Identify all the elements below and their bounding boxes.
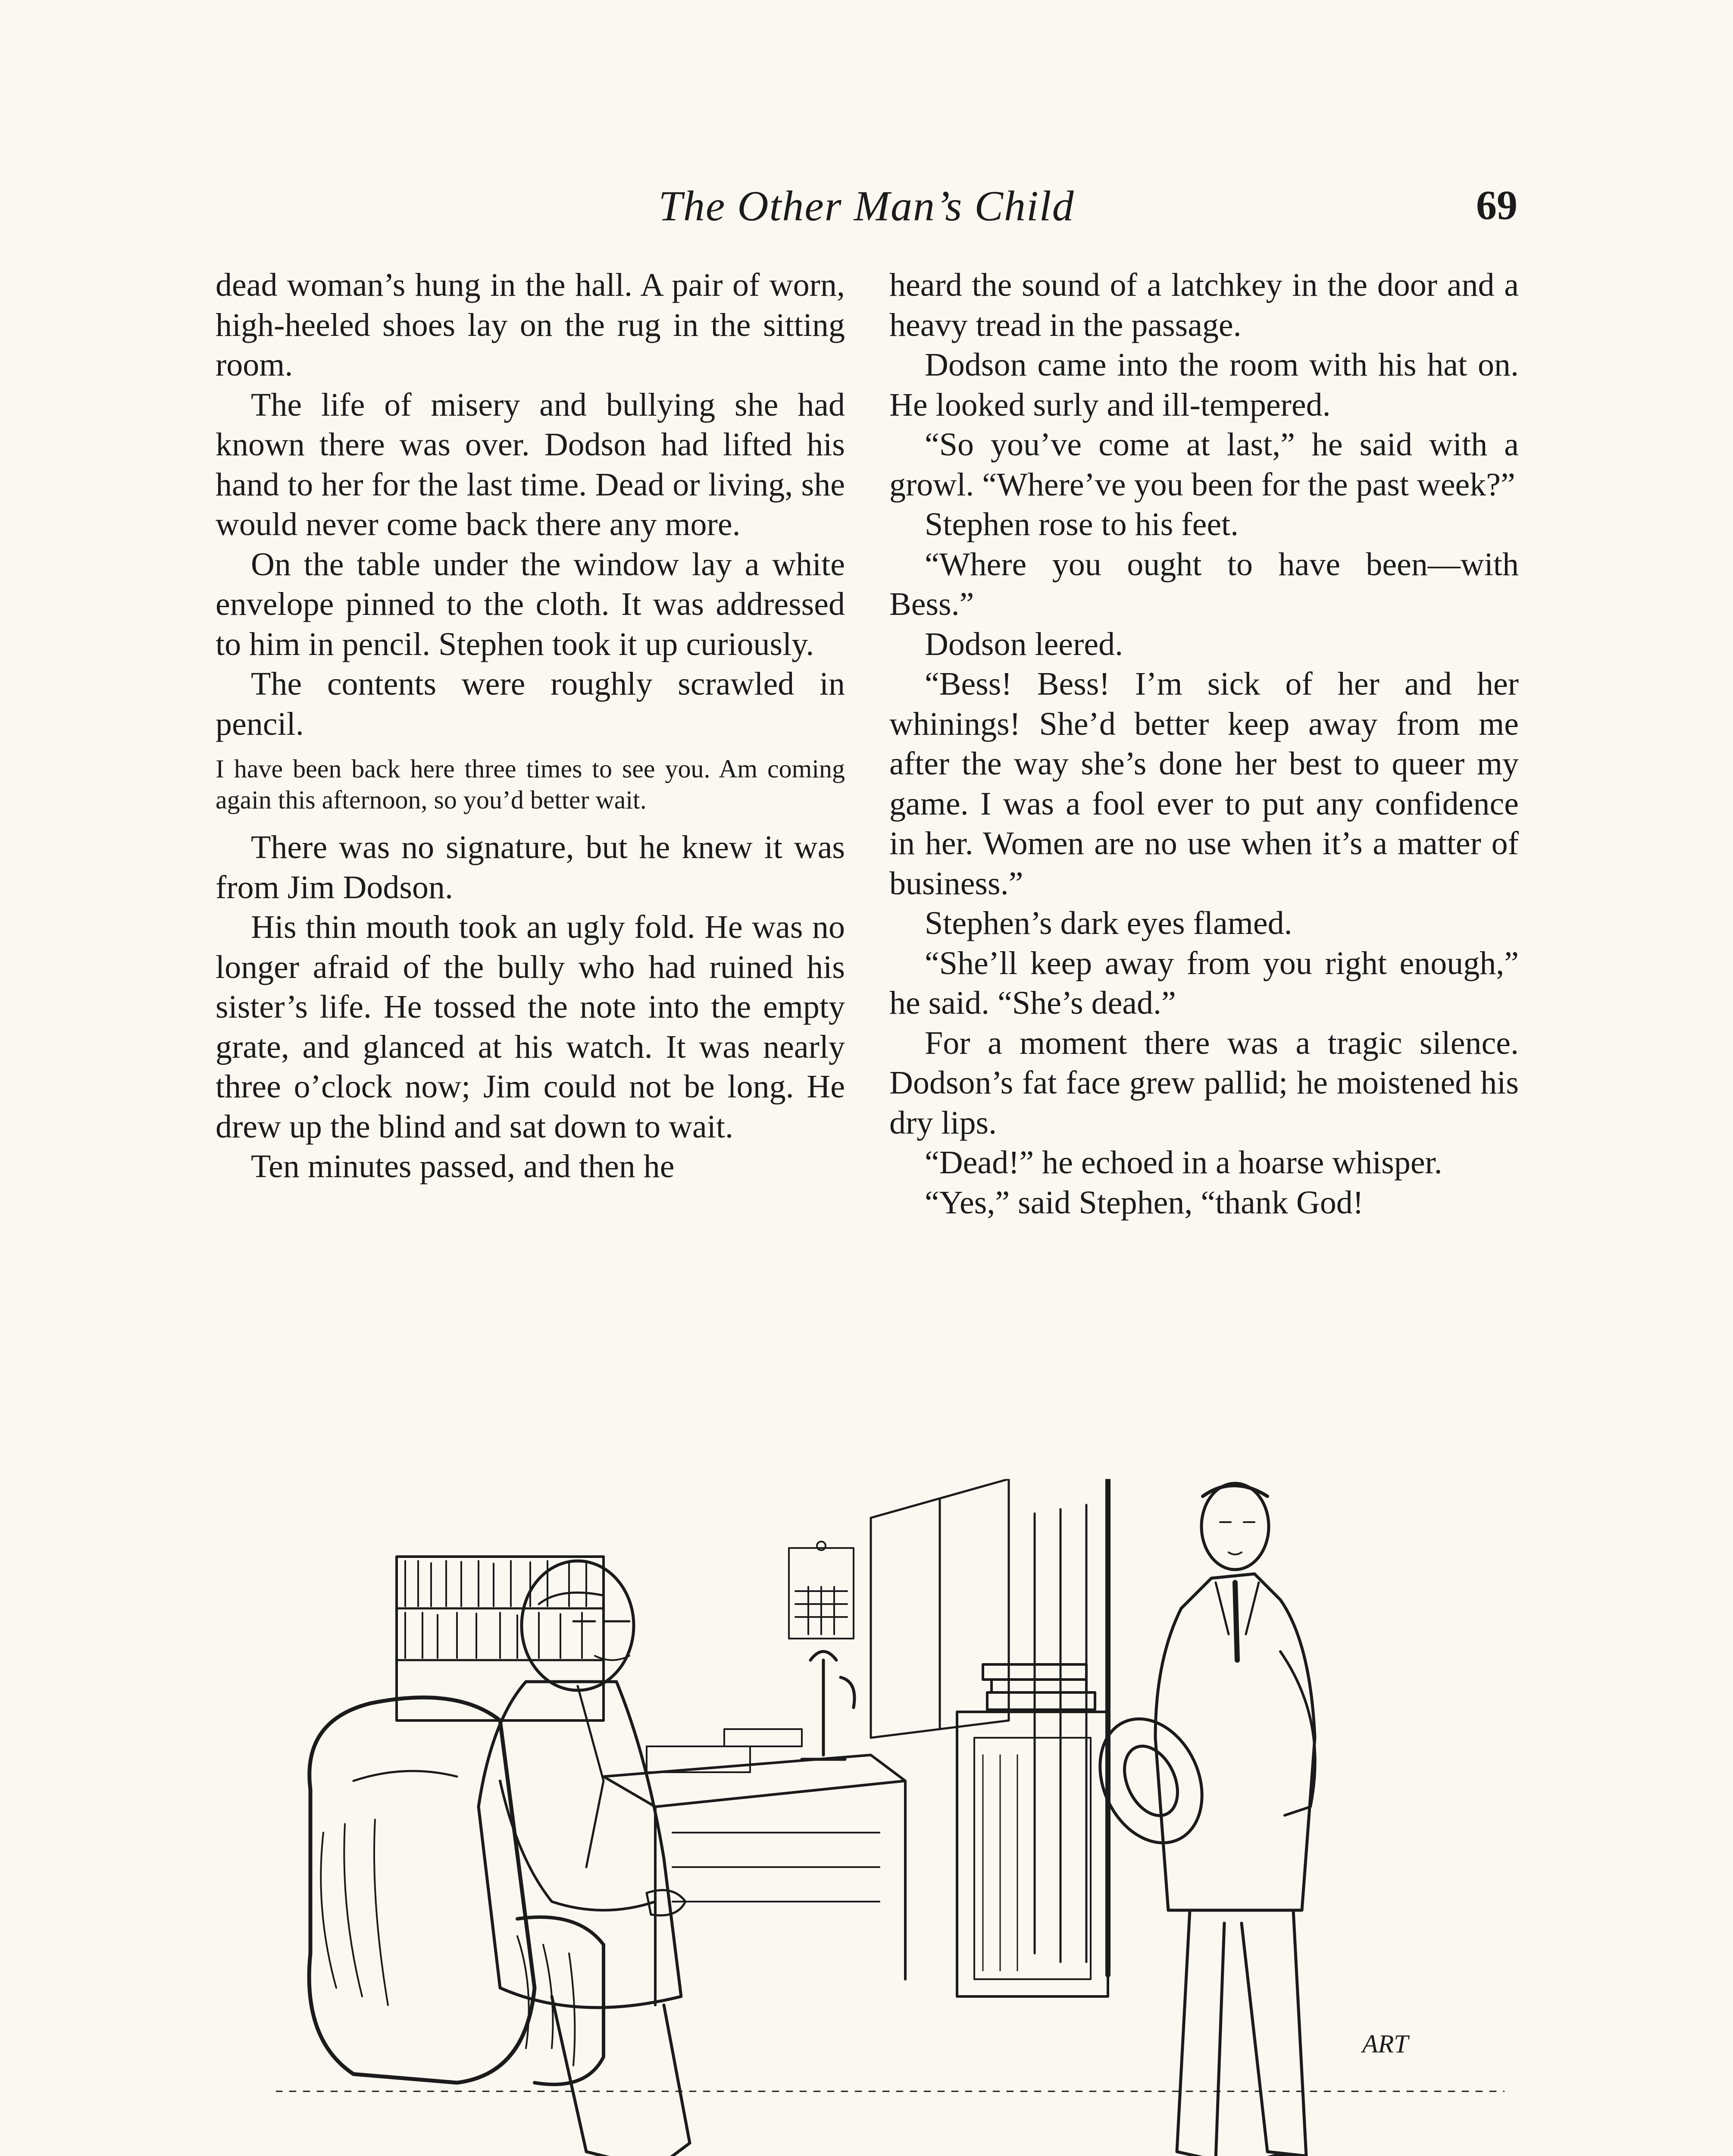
quoted-note: I have been back here three times to see you. Am coming again this afternoon, so you’d better wait. bbox=[216, 755, 845, 814]
paragraph: “So you’ve come at last,” he said with a growl. “Where’ve you been for the past week?” bbox=[889, 426, 1519, 503]
artist-signature: ART bbox=[1362, 2030, 1408, 2058]
paragraph: Dodson leered. bbox=[925, 626, 1123, 662]
seated-man bbox=[479, 1561, 690, 2156]
desk bbox=[604, 1729, 905, 2005]
running-head bbox=[216, 181, 1517, 237]
paragraph: Ten minutes passed, and then he bbox=[251, 1148, 675, 1185]
paragraph: The life of misery and bullying she had known there was over. Dodson had lifted his hand to her for the last time. Dead or living, she would never come back there any more. bbox=[216, 386, 845, 542]
paragraph: Stephen’s dark eyes flamed. bbox=[925, 905, 1292, 941]
paragraph: “Dead!” he echoed in a hoarse whisper. bbox=[925, 1144, 1442, 1181]
paragraph: “She’ll keep away from you right enough,” he said. “She’s dead.” bbox=[889, 945, 1519, 1021]
telephone bbox=[802, 1651, 854, 1759]
wall-calendar bbox=[789, 1542, 854, 1639]
hat bbox=[1081, 1702, 1221, 1860]
paragraph: dead woman’s hung in the hall. A pair of worn, high-heeled shoes lay on the rug in the sitting room. bbox=[216, 267, 845, 383]
paragraph: Dodson came into the room with his hat on. He looked surly and ill-tempered. bbox=[889, 347, 1519, 423]
page-number: 69 bbox=[1476, 182, 1517, 228]
paragraph: heard the sound of a latchkey in the door and a heavy tread in the passage. bbox=[889, 267, 1519, 343]
paragraph: “Where you ought to have been—with Bess.” bbox=[889, 546, 1519, 622]
running-title: The Other Man’s Child bbox=[658, 182, 1075, 230]
paragraph: “Bess! Bess! I’m sick of her and her whinings! She’d better keep away from me after the way she’s done her best to queer my game. I was a fool ever to put any confidence in her. Women are no use when it’s a matter of business.” bbox=[889, 666, 1519, 902]
paragraph: Stephen rose to his feet. bbox=[925, 506, 1239, 542]
standing-man bbox=[1155, 1483, 1315, 2156]
pen-and-ink-illustration bbox=[276, 1479, 1505, 2156]
paragraph: There was no signature, but he knew it was from Jim Dodson. bbox=[216, 829, 845, 906]
left-text-column bbox=[216, 265, 845, 1187]
right-text-column bbox=[889, 265, 1519, 1222]
paragraph: His thin mouth took an ugly fold. He was no longer afraid of the bully who had ruined his sister’s life. He tossed the note into the empty grate, and glanced at his watch. It was nearly three o’clock now; Jim could not be long. He drew up the blind and sat down to wait. bbox=[216, 909, 845, 1145]
paragraph: “Yes,” said Stephen, “thank God! bbox=[925, 1184, 1364, 1221]
paragraph: For a moment there was a tragic silence. Dodson’s fat face grew pallid; he moistened his dry lips. bbox=[889, 1025, 1519, 1141]
paragraph: The contents were roughly scrawled in pencil. bbox=[216, 666, 845, 742]
paragraph: On the table under the window lay a white envelope pinned to the cloth. It was addressed to him in pencil. Stephen took it up curiously. bbox=[216, 546, 845, 662]
